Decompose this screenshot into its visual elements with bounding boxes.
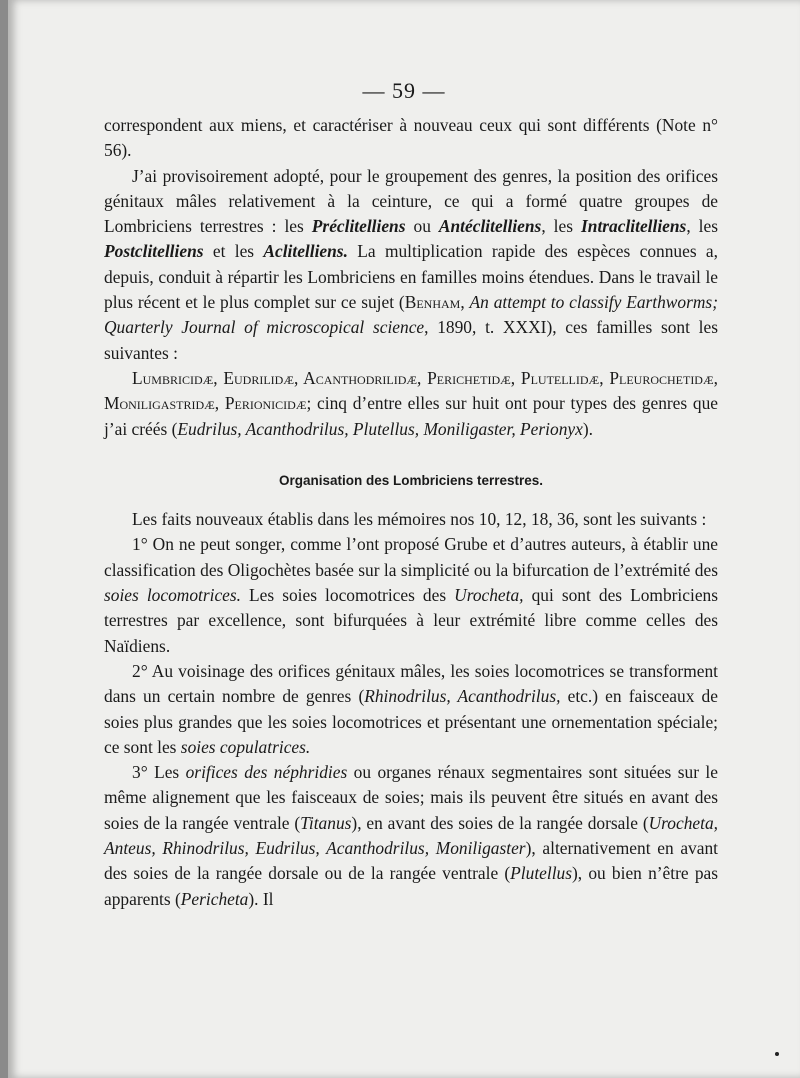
text-run-italic: Plutellus xyxy=(510,863,572,884)
text-run: ). xyxy=(582,418,593,439)
text-run-italic: Urocheta, Anteus, Rhinodrilus, Eudrilus, Acanthodrilus, Moniligaster xyxy=(104,812,718,859)
text-run: qui sont des Lombriciens terrestres par excellence, sont bifurquées à leur extrémité libre comme celles des Naïdiens. xyxy=(104,585,718,656)
page-number: — 59 — xyxy=(362,78,446,103)
paragraph-5 xyxy=(104,532,718,658)
text-run-italic: Postclitelliens xyxy=(104,241,204,262)
body-text xyxy=(104,113,718,912)
text-run: ou xyxy=(405,216,439,237)
text-run: Les faits nouveaux établis dans les mémoires nos 10, 12, 18, 36, sont les suivants : xyxy=(132,509,707,530)
text-run: , 1890, t. XXXI), ces familles sont les suivantes : xyxy=(104,317,718,363)
text-run: ), ou bien n’être pas apparents ( xyxy=(104,863,718,909)
paragraph-7 xyxy=(104,760,718,912)
text-run-italic: Antéclitelliens xyxy=(438,216,542,237)
text-run: ). Il xyxy=(248,888,274,909)
text-run: ), alternativement en avant des soies de la rangée dorsale ou de la rangée ventrale ( xyxy=(104,838,718,884)
paragraph-4 xyxy=(104,507,718,532)
text-run: ou organes rénaux segmentaires sont situées sur le même alignement que les faisceaux de soies; mais ils peuvent être situés en avant des soies de la rangée ventrale ( xyxy=(104,762,718,833)
text-run: J’ai provisoirement adopté, pour le groupement des genres, la position des orifices génitaux mâles relativement à la ceinture, ce qui a formé quatre groupes de Lombriciens terrestres : les xyxy=(104,165,718,237)
text-run-italic: Aclitelliens. xyxy=(263,241,348,262)
citation-title: An attempt to classify Earthworms; Quarterly Journal of microscopical science xyxy=(104,292,718,338)
text-run: , xyxy=(460,292,470,313)
genus-list: Eudrilus, Acanthodrilus, Plutellus, Moniligaster, Perionyx xyxy=(177,418,583,439)
text-run: ; cinq d’entre elles sur huit ont pour types des genres que j’ai créés ( xyxy=(104,393,718,439)
paragraph-1 xyxy=(104,113,718,164)
text-run: , les xyxy=(686,216,718,237)
section-heading: Organisation des Lombriciens terrestres. xyxy=(278,472,544,488)
paragraph-3 xyxy=(104,366,718,442)
text-run: La multiplication rapide des espèces connues a, depuis, conduit à répartir les Lombriciens en familles moins étendues. Dans le travail le plus récent et le plus complet sur ce sujet ( xyxy=(104,241,718,313)
text-run: etc.) en faisceaux de soies plus grandes que les soies locomotrices et présentant une ornementation spéciale; ce sont les xyxy=(104,686,718,757)
text-run: 3° Les xyxy=(132,762,186,783)
ink-speck xyxy=(775,1052,779,1056)
paragraph-6 xyxy=(104,659,718,760)
paragraph-2 xyxy=(104,164,718,366)
author-name: Benham xyxy=(404,292,461,313)
text-run: Les soies locomotrices des xyxy=(241,585,455,606)
text-run-italic: Rhinodrilus, Acanthodrilus, xyxy=(364,686,561,707)
text-run: 2° Au voisinage des orifices génitaux mâles, les soies locomotrices se transforment dans un certain nombre de genres ( xyxy=(104,660,718,707)
text-run: correspondent aux miens, et caractériser à nouveau ceux qui sont différents (Note n° 56). xyxy=(104,115,718,161)
text-run: , les xyxy=(541,216,581,237)
document-page xyxy=(8,0,800,1078)
text-run-italic: Urocheta, xyxy=(454,585,524,606)
text-run: et les xyxy=(203,241,264,262)
text-run: 1° On ne peut songer, comme l’ont proposé Grube et d’autres auteurs, à établir une classification des Oligochètes basée sur la simplicité ou la bifurcation de l’extrémité des xyxy=(104,534,718,580)
text-run-italic: Pericheta xyxy=(180,888,249,909)
text-run-italic: Titanus xyxy=(300,812,352,833)
text-run-italic: orifices des néphridies xyxy=(185,762,348,783)
family-list: Lumbricidæ, Eudrilidæ, Acanthodrilidæ, Perichetidæ, Plutellidæ, Pleurochetidæ, Moniligastridæ, Perionicidæ xyxy=(104,367,718,414)
text-run-italic: soies copulatrices. xyxy=(180,736,311,757)
text-run-italic: soies locomotrices. xyxy=(104,585,242,606)
text-run-italic: Préclitelliens xyxy=(311,216,406,237)
text-run: ), en avant des soies de la rangée dorsale ( xyxy=(351,812,649,833)
text-run-italic: Intraclitelliens xyxy=(581,216,687,237)
